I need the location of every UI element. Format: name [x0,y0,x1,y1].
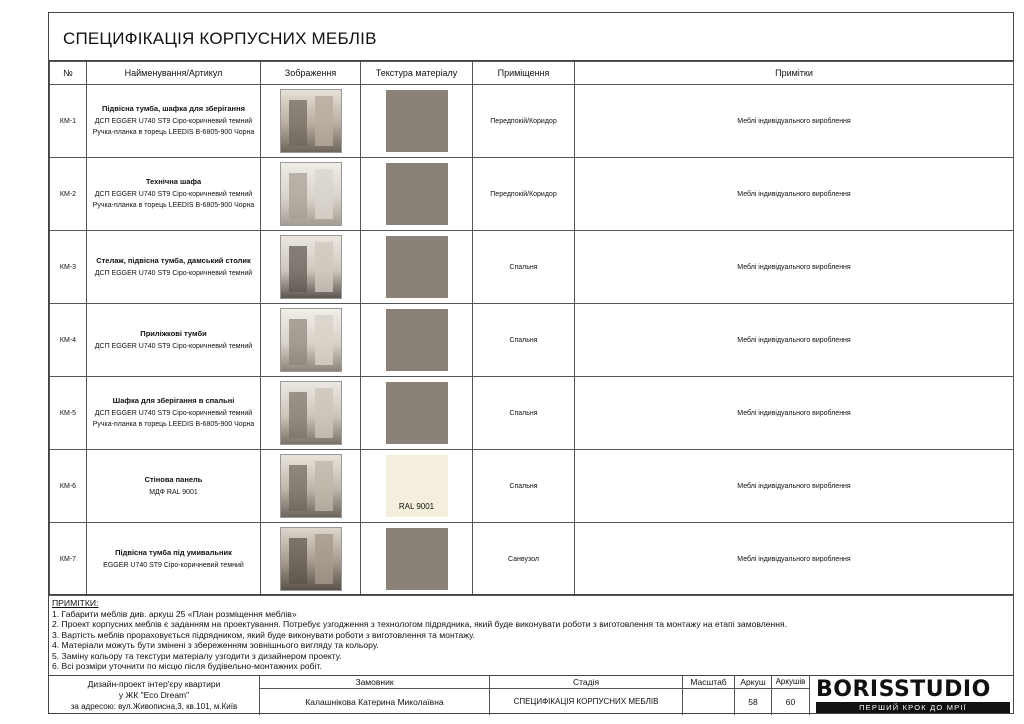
item-material-line: Ручка-планка в торець LEEDIS B-6805-900 Чорна [92,421,255,428]
item-room: Спальня [473,377,575,450]
project-address: за адресою: вул.Живописна,3, кв.101, м.Київ [70,702,238,711]
item-note: Меблі індивідуального вироблення [575,523,1014,596]
item-name-cell [87,231,261,304]
item-note: Меблі індивідуального вироблення [575,231,1014,304]
project-info [49,676,259,715]
item-room: Спальня [473,450,575,523]
notes-section [49,594,1013,676]
page-title: СПЕЦИФІКАЦІЯ КОРПУСНИХ МЕБЛІВ [49,13,1013,61]
item-material-line: МДФ RAL 9001 [149,488,198,496]
item-material-line: ДСП EGGER U740 ST9 Сіро-коричневий темний [94,342,253,350]
spec-table [49,61,1014,596]
material-swatch [386,382,448,444]
item-note: Меблі індивідуального вироблення [575,377,1014,450]
col-name-header: Найменування/Артикул [87,62,261,85]
client-label: Замовник [259,676,489,689]
interior-photo [280,89,342,153]
col-room-header: Приміщення [473,62,575,85]
logo-text: BORISSTUDIO [816,677,991,702]
item-note: Меблі індивідуального вироблення [575,450,1014,523]
item-code: КМ-6 [50,450,87,523]
item-room: Передпокій/Коридор [473,85,575,158]
item-image-cell [261,231,361,304]
sheet-number: 58 [734,689,771,715]
interior-photo [280,162,342,226]
note-item: 2. Проект корпусних меблів є заданням на проектування. Потребує узгодження з технологом підрядника, який буде виконувати роботи з виготовлення та монтажу на етапі замовлення. [52,619,788,629]
item-code: КМ-5 [50,377,87,450]
item-image-cell [261,304,361,377]
item-image-cell [261,450,361,523]
item-note: Меблі індивідуального вироблення [575,85,1014,158]
item-code: КМ-1 [50,85,87,158]
col-image-header: Зображення [261,62,361,85]
table-row [50,304,1014,377]
studio-logo [809,676,1013,715]
item-image-cell [261,523,361,596]
item-image-cell [261,85,361,158]
item-texture-cell [361,158,473,231]
item-texture-cell [361,450,473,523]
item-material-line: EGGER U740 ST9 Сіро-коричневий темний [103,561,244,569]
item-code: КМ-2 [50,158,87,231]
swatch-label: RAL 9001 [398,502,435,511]
material-swatch [386,455,448,517]
table-row [50,377,1014,450]
item-code: КМ-3 [50,231,87,304]
scale-value [682,689,734,715]
title-block [49,675,1013,715]
note-item: 5. Заміну кольору та текстури матеріалу узгодити з дизайнером проекту. [52,650,342,661]
material-swatch [386,236,448,298]
item-name-cell [87,523,261,596]
interior-photo [280,308,342,372]
table-header-row [50,62,1014,85]
logo-slogan: ПЕРШИЙ КРОК ДО МРІЇ [816,702,1010,713]
sheets-total: 60 [771,689,809,715]
item-room: Спальня [473,231,575,304]
interior-photo [280,454,342,518]
note-item: 1. Габарити меблів див. аркуш 25 «План розміщення меблів» [52,608,297,619]
stage-value: СПЕЦИФІКАЦІЯ КОРПУСНИХ МЕБЛІВ [489,689,682,715]
item-title: Підвісна тумба під умивальник [115,547,232,557]
item-title: Приліжкові тумби [140,328,207,338]
scale-label: Масштаб [682,676,734,689]
material-swatch [386,309,448,371]
sheet-label: Аркуш [734,676,771,689]
client-value: Калашнікова Катерина Миколаївна [259,689,489,715]
note-item: 6. Всі розміри уточнити по місцю після будівельно-монтажних робіт. [52,661,322,671]
item-texture-cell [361,85,473,158]
spec-sheet [48,12,1014,714]
item-texture-cell [361,231,473,304]
note-item: 4. Матеріали можуть бути змінені з збереженням зовнішнього вигляду та кольору. [52,640,379,650]
item-material-line: ДСП EGGER U740 ST9 Сіро-коричневий темний [94,410,253,417]
col-texture-header: Текстура матеріалу [361,62,473,85]
stage-label: Стадія [489,676,682,689]
table-row [50,450,1014,523]
project-line-1: Дизайн-проект інтер'єру квартири [87,679,221,689]
interior-photo [280,527,342,591]
item-title: Підвісна тумба, шафка для зберігання [102,104,245,113]
item-texture-cell [361,523,473,596]
material-swatch [386,528,448,590]
project-line-2: у ЖК "Eco Dream" [118,690,190,700]
col-number-header: № [50,62,87,85]
item-title: Стелаж, підвісна тумба, дамський столик [96,255,251,265]
item-material-line: Ручка-планка в торець LEEDIS B-6805-900 Чорна [92,129,255,136]
item-room: Спальня [473,304,575,377]
interior-photo [280,381,342,445]
item-title: Технічна шафа [145,177,202,186]
item-material-line: ДСП EGGER U740 ST9 Сіро-коричневий темний [94,269,253,277]
item-name-cell [87,304,261,377]
item-image-cell [261,158,361,231]
item-code: КМ-7 [50,523,87,596]
table-row [50,231,1014,304]
item-note: Меблі індивідуального вироблення [575,158,1014,231]
material-swatch [386,90,448,152]
table-row [50,523,1014,596]
item-material-line: ДСП EGGER U740 ST9 Сіро-коричневий темний [94,118,253,125]
notes-heading: ПРИМІТКИ: [52,598,99,608]
material-swatch [386,163,448,225]
item-material-line: Ручка-планка в торець LEEDIS B-6805-900 Чорна [92,202,255,209]
col-notes-header: Примітки [575,62,1014,85]
note-item: 3. Вартість меблів прораховується підрядником, який буде виконувати роботи з виготовлення та монтажу. [52,629,475,640]
item-texture-cell [361,304,473,377]
item-room: Санвузол [473,523,575,596]
item-note: Меблі індивідуального вироблення [575,304,1014,377]
item-name-cell [87,158,261,231]
item-texture-cell [361,377,473,450]
table-row [50,158,1014,231]
item-material-line: ДСП EGGER U740 ST9 Сіро-коричневий темний [94,191,253,198]
table-row [50,85,1014,158]
interior-photo [280,235,342,299]
sheets-label: Аркушів [771,676,809,689]
item-title: Шафка для зберігання в спальні [112,396,235,405]
item-image-cell [261,377,361,450]
item-room: Передпокій/Коридор [473,158,575,231]
item-name-cell [87,85,261,158]
item-code: КМ-4 [50,304,87,377]
item-title: Стінова панель [144,474,203,484]
item-name-cell [87,377,261,450]
item-name-cell [87,450,261,523]
